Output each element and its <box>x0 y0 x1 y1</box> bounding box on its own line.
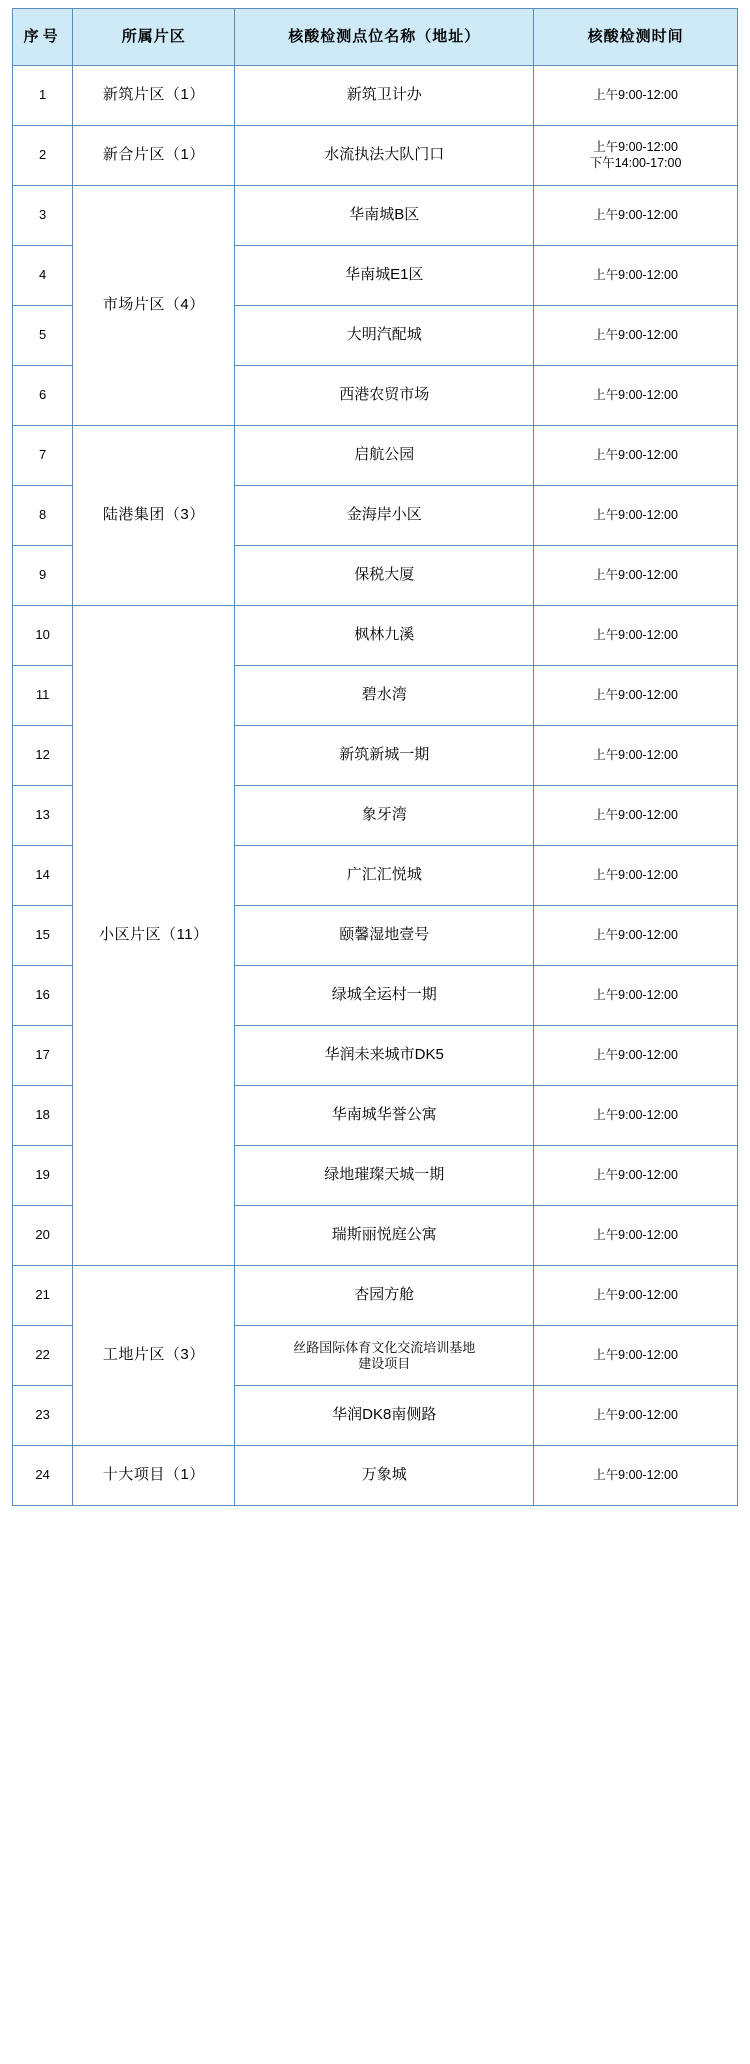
cell-site-name: 华南城E1区 <box>235 246 534 306</box>
cell-index: 18 <box>13 1086 73 1146</box>
cell-site-name: 绿地璀璨天城一期 <box>235 1146 534 1206</box>
header-row <box>13 9 738 66</box>
cell-index: 5 <box>13 306 73 366</box>
header-index: 序号 <box>13 9 73 66</box>
cell-testing-time: 上午9:00-12:00 <box>534 1206 738 1266</box>
cell-zone: 新筑片区（1） <box>73 66 235 126</box>
cell-testing-time: 上午9:00-12:00 <box>534 546 738 606</box>
cell-zone: 市场片区（4） <box>73 186 235 426</box>
cell-testing-time: 上午9:00-12:00 <box>534 1266 738 1326</box>
cell-index: 13 <box>13 786 73 846</box>
cell-testing-time: 上午9:00-12:00 <box>534 1086 738 1146</box>
cell-testing-time: 上午9:00-12:00 <box>534 186 738 246</box>
cell-index: 15 <box>13 906 73 966</box>
cell-index: 9 <box>13 546 73 606</box>
cell-site-name: 启航公园 <box>235 426 534 486</box>
cell-site-name: 万象城 <box>235 1446 534 1506</box>
cell-testing-time: 上午9:00-12:00 <box>534 666 738 726</box>
cell-index: 20 <box>13 1206 73 1266</box>
cell-index: 1 <box>13 66 73 126</box>
cell-testing-time: 上午9:00-12:00 <box>534 906 738 966</box>
cell-testing-time: 上午9:00-12:00 <box>534 1446 738 1506</box>
cell-testing-time: 上午9:00-12:00 <box>534 426 738 486</box>
cell-index: 10 <box>13 606 73 666</box>
cell-zone: 小区片区（11） <box>73 606 235 1266</box>
cell-zone: 十大项目（1） <box>73 1446 235 1506</box>
cell-site-name: 象牙湾 <box>235 786 534 846</box>
cell-testing-time: 上午9:00-12:00 <box>534 966 738 1026</box>
cell-index: 16 <box>13 966 73 1026</box>
cell-testing-time: 上午9:00-12:00 下午14:00-17:00 <box>534 126 738 186</box>
header-site: 核酸检测点位名称（地址） <box>235 9 534 66</box>
cell-testing-time: 上午9:00-12:00 <box>534 246 738 306</box>
table-row <box>13 1266 738 1326</box>
cell-site-name: 枫林九溪 <box>235 606 534 666</box>
cell-testing-time: 上午9:00-12:00 <box>534 606 738 666</box>
cell-index: 17 <box>13 1026 73 1086</box>
table-row <box>13 426 738 486</box>
cell-site-name: 金海岸小区 <box>235 486 534 546</box>
table-header <box>13 9 738 66</box>
cell-site-name: 华南城B区 <box>235 186 534 246</box>
cell-testing-time: 上午9:00-12:00 <box>534 1026 738 1086</box>
cell-site-name: 瑞斯丽悦庭公寓 <box>235 1206 534 1266</box>
cell-testing-time: 上午9:00-12:00 <box>534 846 738 906</box>
cell-index: 8 <box>13 486 73 546</box>
cell-site-name: 广汇汇悦城 <box>235 846 534 906</box>
cell-index: 19 <box>13 1146 73 1206</box>
cell-testing-time: 上午9:00-12:00 <box>534 786 738 846</box>
cell-index: 11 <box>13 666 73 726</box>
cell-zone: 陆港集团（3） <box>73 426 235 606</box>
cell-index: 6 <box>13 366 73 426</box>
cell-index: 7 <box>13 426 73 486</box>
cell-index: 14 <box>13 846 73 906</box>
cell-testing-time: 上午9:00-12:00 <box>534 1326 738 1386</box>
cell-site-name: 华南城华誉公寓 <box>235 1086 534 1146</box>
cell-testing-time: 上午9:00-12:00 <box>534 1146 738 1206</box>
table-row <box>13 1446 738 1506</box>
cell-site-name: 杏园方舱 <box>235 1266 534 1326</box>
cell-zone: 工地片区（3） <box>73 1266 235 1446</box>
table-body <box>13 66 738 1506</box>
cell-site-name: 新筑卫计办 <box>235 66 534 126</box>
cell-index: 22 <box>13 1326 73 1386</box>
cell-site-name: 西港农贸市场 <box>235 366 534 426</box>
cell-zone: 新合片区（1） <box>73 126 235 186</box>
header-zone: 所属片区 <box>73 9 235 66</box>
cell-site-name: 大明汽配城 <box>235 306 534 366</box>
cell-index: 23 <box>13 1386 73 1446</box>
cell-testing-time: 上午9:00-12:00 <box>534 726 738 786</box>
cell-testing-time: 上午9:00-12:00 <box>534 66 738 126</box>
table-row <box>13 126 738 186</box>
cell-site-name: 碧水湾 <box>235 666 534 726</box>
cell-testing-time: 上午9:00-12:00 <box>534 486 738 546</box>
cell-site-name: 保税大厦 <box>235 546 534 606</box>
cell-index: 21 <box>13 1266 73 1326</box>
cell-testing-time: 上午9:00-12:00 <box>534 1386 738 1446</box>
cell-site-name: 丝路国际体育文化交流培训基地 建设项目 <box>235 1326 534 1386</box>
cell-site-name: 绿城全运村一期 <box>235 966 534 1026</box>
cell-site-name: 华润未来城市DK5 <box>235 1026 534 1086</box>
table-row <box>13 606 738 666</box>
cell-index: 12 <box>13 726 73 786</box>
table-row <box>13 186 738 246</box>
cell-testing-time: 上午9:00-12:00 <box>534 366 738 426</box>
cell-index: 2 <box>13 126 73 186</box>
cell-index: 24 <box>13 1446 73 1506</box>
cell-site-name: 水流执法大队门口 <box>235 126 534 186</box>
table-row <box>13 66 738 126</box>
cell-index: 4 <box>13 246 73 306</box>
cell-site-name: 新筑新城一期 <box>235 726 534 786</box>
cell-index: 3 <box>13 186 73 246</box>
cell-site-name: 华润DK8南侧路 <box>235 1386 534 1446</box>
cell-site-name: 颐馨湿地壹号 <box>235 906 534 966</box>
cell-testing-time: 上午9:00-12:00 <box>534 306 738 366</box>
header-time: 核酸检测时间 <box>534 9 738 66</box>
testing-sites-table <box>12 8 738 1506</box>
